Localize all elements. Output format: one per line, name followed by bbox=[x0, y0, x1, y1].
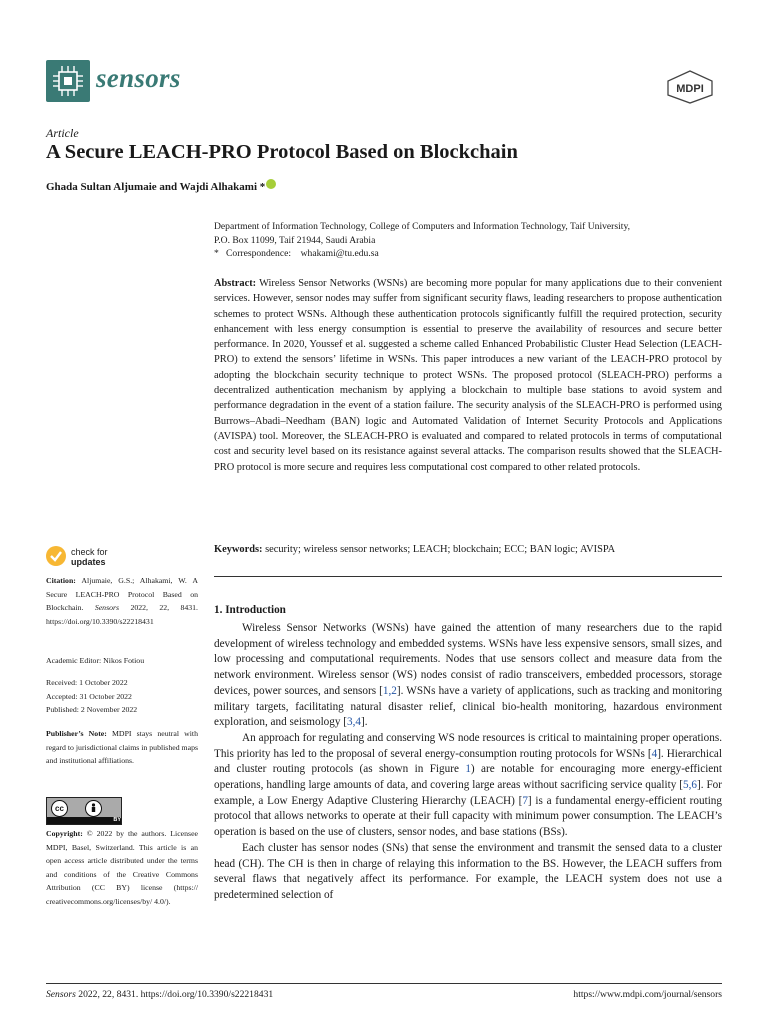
mdpi-logo bbox=[666, 69, 714, 105]
accepted-date: Accepted: 31 October 2022 bbox=[46, 691, 132, 701]
citation-block: Citation: Aljumaie, G.S.; Alhakami, W. A Secure LEACH-PRO Protocol Based on Blockchain. Sensors 2022, 22, 8431. https://doi.org/10.3390/s22218431 bbox=[46, 576, 198, 626]
keywords-label: Keywords: bbox=[214, 544, 263, 555]
affiliation-line: P.O. Box 11099, Taif 21944, Saudi Arabia bbox=[214, 234, 376, 246]
correspondence: * Correspondence: whakami@tu.edu.sa bbox=[214, 248, 379, 259]
journal-name: sensors bbox=[96, 63, 181, 93]
section-divider bbox=[214, 576, 722, 577]
citation-link[interactable]: 5,6 bbox=[682, 779, 697, 792]
intro-body bbox=[214, 621, 722, 904]
affiliation-block bbox=[214, 220, 722, 261]
check-for-updates-badge[interactable]: check for updates bbox=[46, 546, 186, 570]
check-updates-icon bbox=[46, 546, 66, 566]
keywords-text: security; wireless sensor networks; LEACH; blockchain; ECC; BAN logic; AVISPA bbox=[265, 544, 616, 555]
publication-dates bbox=[46, 676, 198, 717]
abstract bbox=[214, 276, 722, 475]
chip-icon bbox=[46, 60, 90, 102]
keywords bbox=[214, 544, 722, 555]
mdpi-logo-text: MDPI bbox=[676, 83, 704, 95]
publisher-note: Publisher’s Note: MDPI stays neutral with regard to jurisdictional claims in published maps and institutional affiliations. bbox=[46, 729, 199, 765]
cc-icon: cc bbox=[51, 800, 68, 817]
citation-link[interactable]: 7 bbox=[522, 794, 528, 807]
footer-citation: Sensors 2022, 22, 8431. https://doi.org/10.3390/s22218431 bbox=[46, 989, 274, 1000]
copyright-block: Copyright: © 2022 by the authors. Licensee MDPI, Basel, Switzerland. This article is an open access article distributed under the terms and conditions of the Creative Commons Attribution (CC BY) license (https:// creativecommons.org/licenses/by/ 4.0/). bbox=[46, 829, 198, 906]
section-heading: 1. Introduction bbox=[214, 604, 286, 616]
citation-link[interactable]: 4 bbox=[651, 747, 658, 760]
abstract-label: Abstract: bbox=[214, 278, 257, 289]
author-list bbox=[46, 179, 276, 193]
figure-link[interactable]: 1 bbox=[465, 763, 471, 776]
cc-by-license-icon[interactable] bbox=[46, 797, 122, 825]
article-title: A Secure LEACH-PRO Protocol Based on Blockchain bbox=[46, 141, 518, 163]
paragraph: Each cluster has sensor nodes (SNs) that sense the environment and transmit the sensed data to a cluster head (CH). The CH is then in charge of relaying this information to the BS. However, the LEACH suffers from several flaws that negatively affect its performance. For example, the LEACH system does not use a predetermined selection of bbox=[214, 841, 722, 901]
paragraph: Wireless Sensor Networks (WSNs) have gained the attention of many researchers due to the rapid development of wireless technology and embedded systems. WSNs have less expensive sensors, small sizes, and low processing and computational requirements. Nodes that use sensors collect and measure data from the network environment. Wireless sensor (WS) nodes consist of radio transceivers, embedded processors, storage devices, power sources, and sensors [1,2]. WSNs have a variety of applications, such as tracking and monitoring military targets, facilitating natural disaster relief, clinical bio-health monitoring, hazardous environment exploration, and seismology [3,4]. bbox=[214, 622, 722, 729]
orcid-icon[interactable] bbox=[266, 179, 276, 189]
article-type: Article bbox=[46, 126, 79, 140]
correspondence-email[interactable]: whakami@tu.edu.sa bbox=[300, 248, 379, 259]
footer-doi[interactable]: 2022, 22, 8431. https://doi.org/10.3390/s22218431 bbox=[78, 989, 274, 1000]
received-date: Received: 1 October 2022 bbox=[46, 678, 128, 687]
authors-text: Ghada Sultan Aljumaie and Wajdi Alhakami * bbox=[46, 181, 266, 193]
attribution-icon bbox=[85, 800, 102, 817]
affiliation-line: Department of Information Technology, College of Computers and Information Technology, Taif University, bbox=[214, 221, 631, 232]
paragraph: An approach for regulating and conserving WS node resources is critical to maintaining proper operations. This priority has led to the proposal of several energy-consumption routing protocols for WSNs [4]. Hierarchical and cluster routing protocols (as shown in Figure 1) are notable for encouraging more energy-efficient operations, handling large amounts of data, and covering large areas without sacrificing service quality [5,6]. For example, a Low Energy Adaptive Clustering Hierarchy (LEACH) [7] is a fundamental energy-efficient routing protocol that allows networks to operate at their full capacity with minimum power consumption. The LEACH’s operation is based on the use of clusters, sensor nodes, and base stations (BSs). bbox=[214, 731, 722, 839]
journal-logo bbox=[46, 60, 90, 102]
citation-link[interactable]: 3,4 bbox=[346, 716, 361, 729]
published-date: Published: 2 November 2022 bbox=[46, 705, 138, 714]
footer-journal-url[interactable]: https://www.mdpi.com/journal/sensors bbox=[573, 989, 722, 1000]
academic-editor: Academic Editor: Nikos Fotiou bbox=[46, 656, 145, 665]
footer-divider bbox=[46, 983, 722, 984]
citation-doi[interactable]: 2022, 22, 8431. https://doi.org/10.3390/s22218431 bbox=[46, 603, 198, 626]
cc-by-text: BY bbox=[47, 817, 121, 824]
abstract-text: Wireless Sensor Networks (WSNs) are becoming more popular for many applications due to their convenient services. However, sensor nodes may suffer from significant security flaws, leading researchers to propose authentication schemes to protect WSNs. Although these authentication protocols significantly fulfill the required protection, security enhancement with less energy consumption is essential to preserve the availability of resources and secure better performance. In 2020, Youssef et al. suggested a scheme called Enhanced Probabilistic Cluster Head Selection (LEACH-PRO) to extend the sensors’ lifetime in WSNs. This paper introduces a new variant of the LEACH-PRO protocol by adopting the blockchain security technique to protect WSNs. The proposed protocol (SLEACH-PRO) performs a decentralized authentication mechanism by applying a blockchain to multiple base stations to avoid system and performance degradation in the event of a station failure. The security analysis of the SLEACH-PRO is performed using Burrows–Abadi–Needham (BAN) logic and Automated Validation of Internet Security Protocols and Applications (AVISPA) tool. Moreover, the SLEACH-PRO is evaluated and compared to related protocols in terms of computational cost and security level based on its resistance against several attacks. The comparison results showed that the SLEACH-PRO protocol is more secure and requires less computational cost compared to other related protocols. bbox=[214, 278, 722, 473]
citation-link[interactable]: 1,2 bbox=[382, 684, 397, 697]
